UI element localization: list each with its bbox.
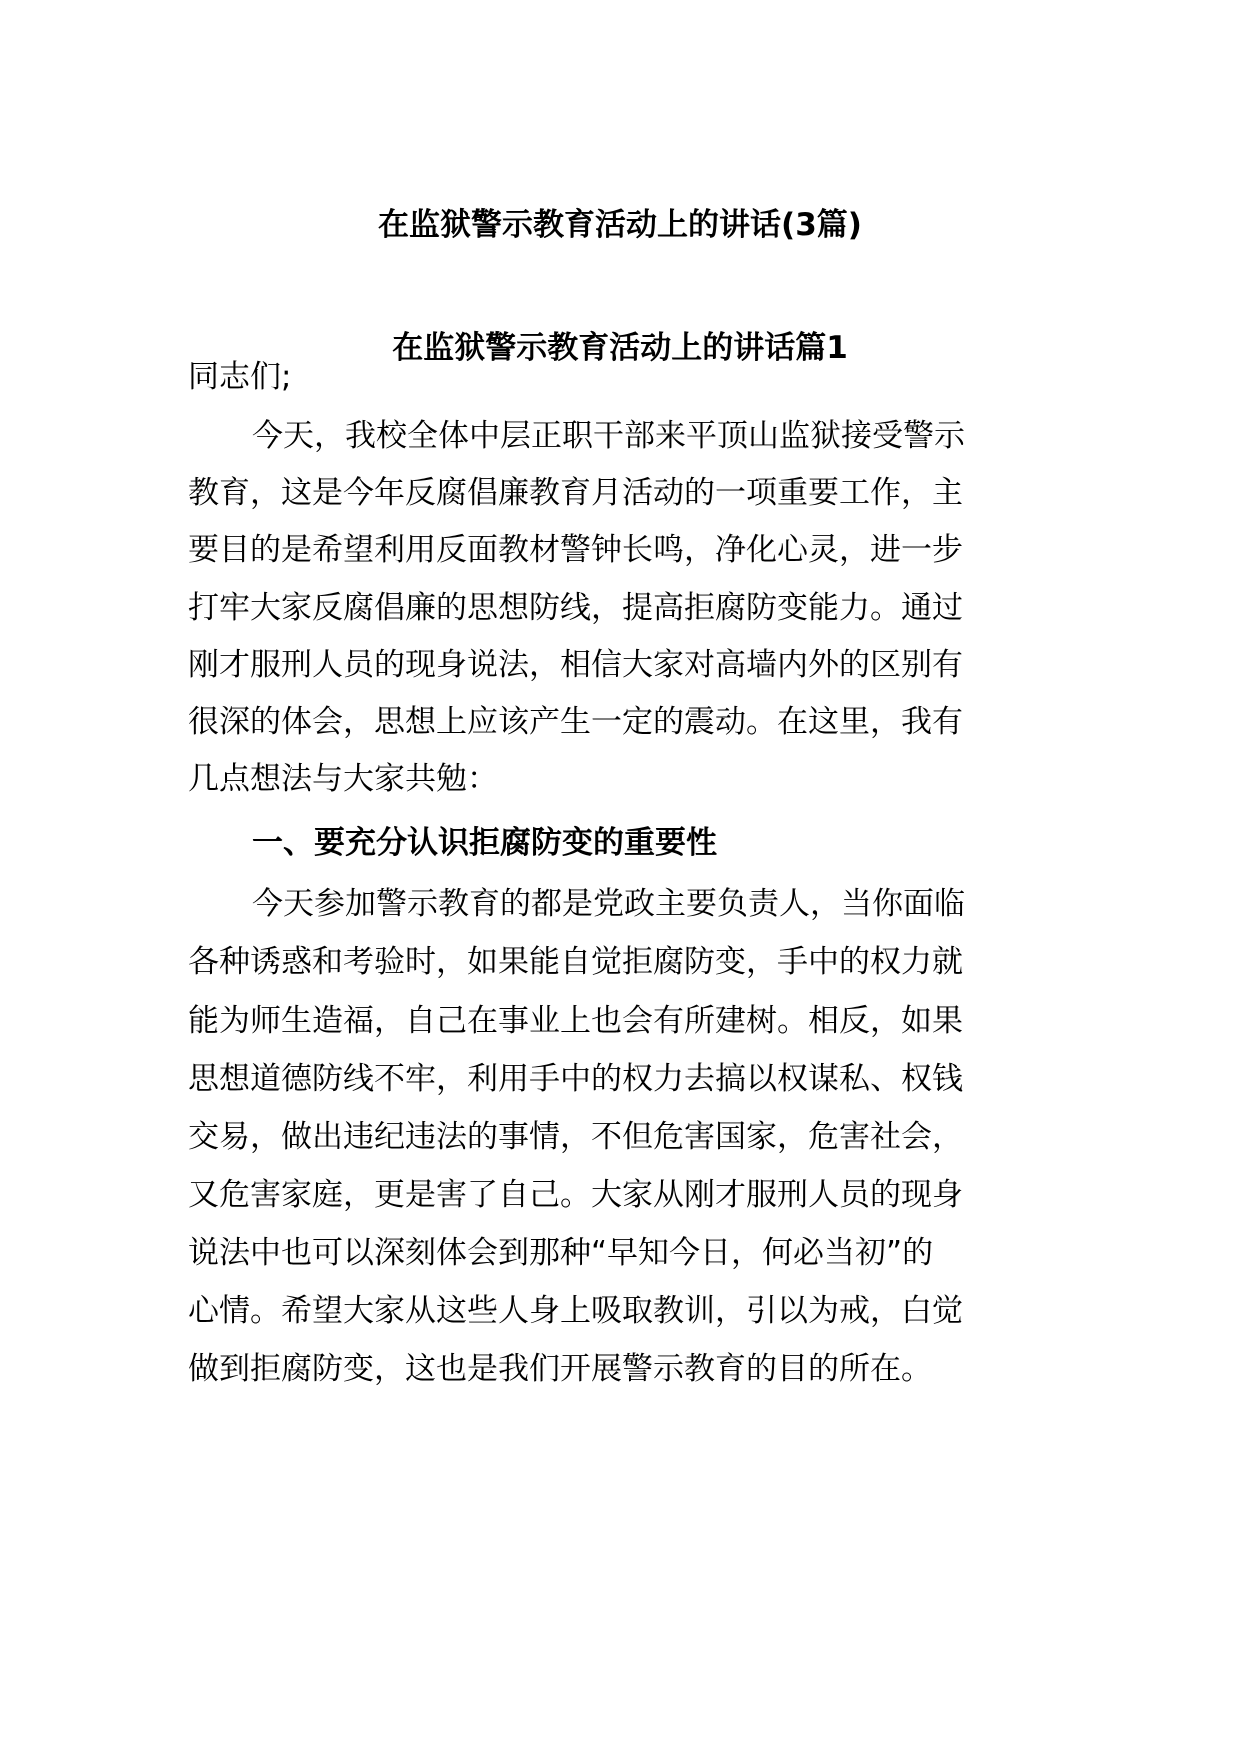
paragraph-line: 要目的是希望利用反面教材警钟长鸣，净化心灵，进一步 bbox=[188, 532, 963, 568]
paragraph-line: 几点想法与大家共勉： bbox=[188, 761, 498, 797]
paragraph-line: 说法中也可以深刻体会到那种“早知今日，何必当初”的 bbox=[188, 1235, 934, 1271]
paragraph-line: 交易，做出违纪违法的事情，不但危害国家，危害社会， bbox=[188, 1119, 963, 1155]
section-title: 在监狱警示教育活动上的讲话篇1 bbox=[392, 330, 848, 366]
paragraph-line: 刚才服刑人员的现身说法，相信大家对高墙内外的区别有 bbox=[188, 647, 963, 683]
paragraph-line: 又危害家庭，更是害了自己。大家从刚才服刑人员的现身 bbox=[188, 1177, 963, 1213]
paragraph-line: 做到拒腐防变，这也是我们开展警示教育的目的所在。 bbox=[188, 1351, 932, 1387]
paragraph-line: 各种诱惑和考验时，如果能自觉拒腐防变，手中的权力就 bbox=[188, 944, 963, 980]
paragraph-line: 打牢大家反腐倡廉的思想防线，提高拒腐防变能力。通过 bbox=[188, 590, 963, 626]
document-title: 在监狱警示教育活动上的讲话(3篇) bbox=[378, 207, 862, 243]
paragraph-line: 很深的体会，思想上应该产生一定的震动。在这里，我有 bbox=[188, 704, 963, 740]
paragraph-line: 思想道德防线不牢，利用手中的权力去搞以权谋私、权钱 bbox=[188, 1061, 963, 1097]
paragraph-line: 今天参加警示教育的都是党政主要负责人，当你面临 bbox=[252, 886, 965, 922]
section-heading: 一、要充分认识拒腐防变的重要性 bbox=[252, 825, 717, 861]
paragraph-line: 能为师生造福，自己在事业上也会有所建树。相反，如果 bbox=[188, 1003, 963, 1039]
paragraph-line: 今天，我校全体中层正职干部来平顶山监狱接受警示 bbox=[252, 418, 965, 454]
paragraph-line: 心情。希望大家从这些人身上吸取教训，引以为戒，白觉 bbox=[188, 1293, 963, 1329]
paragraph-line: 教育，这是今年反腐倡廉教育月活动的一项重要工作，主 bbox=[188, 475, 963, 511]
salutation: 同志们; bbox=[188, 359, 292, 395]
